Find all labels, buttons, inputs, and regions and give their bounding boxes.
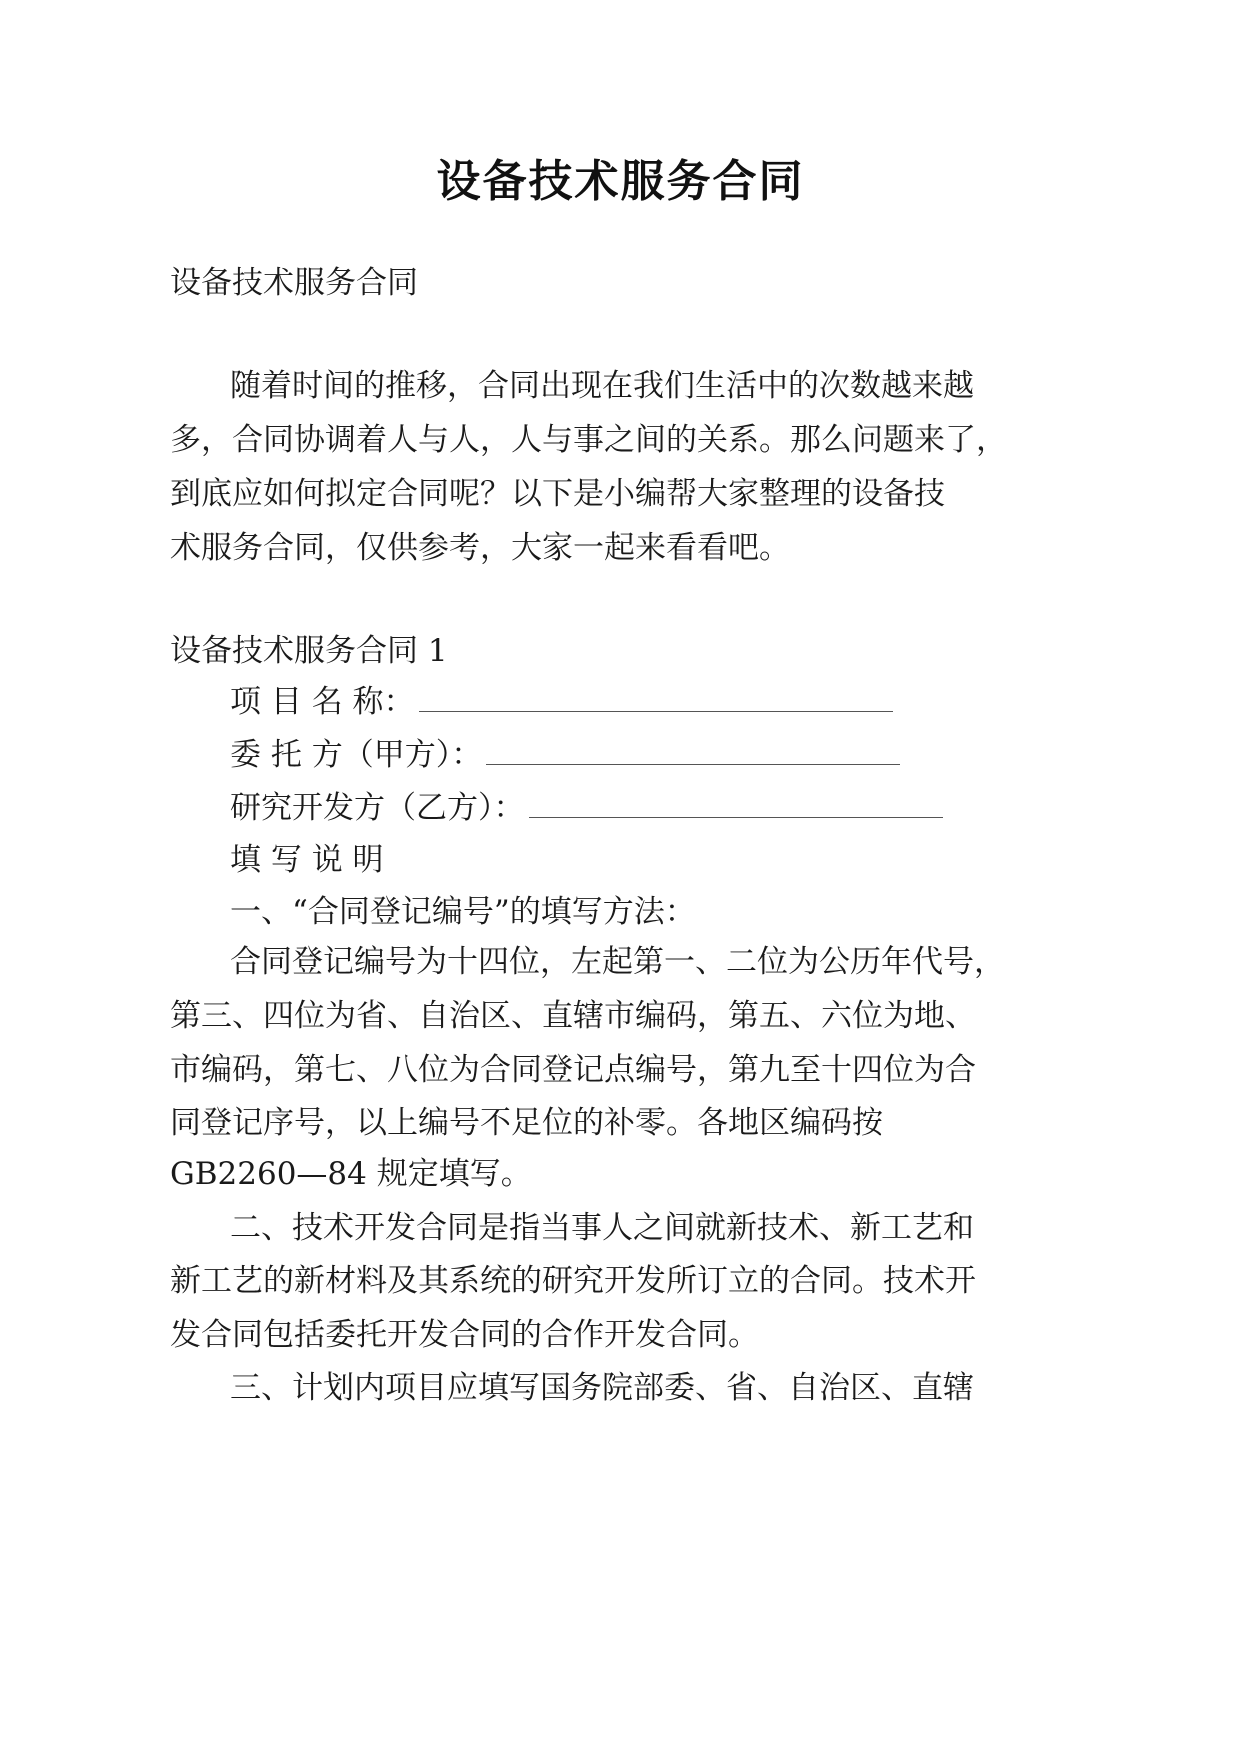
section1-line-4: 同登记序号，以上编号不足位的补零。各地区编码按 [170,1105,883,1141]
client-field [230,733,900,777]
section3-line-1: 三、计划内项目应填写国务院部委、省、自治区、直辖 [230,1370,974,1406]
section1-line-5: GB2260—84 规定填写。 [170,1156,532,1192]
project-name-field [230,680,893,724]
client-label: 委 托 方（甲方）： [230,737,483,773]
section1-line-3: 市编码，第七、八位为合同登记点编号，第九至十四位为合 [170,1052,976,1088]
client-blank [486,738,900,765]
document-title: 设备技术服务合同 [436,156,805,207]
intro-line-3: 到底应如何拟定合同呢？以下是小编帮大家整理的设备技 [170,476,945,512]
section2-line-2: 新工艺的新材料及其系统的研究开发所订立的合同。技术开 [170,1263,976,1299]
section1-line-1: 合同登记编号为十四位，左起第一、二位为公历年代号， [230,944,1005,980]
section1-heading: 一、“合同登记编号”的填写方法： [230,894,696,930]
developer-blank [529,791,943,818]
developer-label: 研究开发方（乙方）： [230,790,525,826]
project-name-blank [419,685,893,712]
intro-line-4: 术服务合同，仅供参考，大家一起来看看吧。 [170,530,790,566]
contract-heading: 设备技术服务合同 1 [170,633,448,669]
developer-field [230,786,943,830]
fill-instructions-heading: 填 写 说 明 [230,842,384,878]
section2-line-3: 发合同包括委托开发合同的合作开发合同。 [170,1317,759,1353]
section2-line-1: 二、技术开发合同是指当事人之间就新技术、新工艺和 [230,1210,974,1246]
document-subtitle: 设备技术服务合同 [170,265,418,301]
intro-line-2: 多，合同协调着人与人，人与事之间的关系。那么问题来了， [170,422,1007,458]
project-name-label: 项 目 名 称： [230,684,415,720]
intro-line-1: 随着时间的推移，合同出现在我们生活中的次数越来越 [230,368,974,404]
section1-line-2: 第三、四位为省、自治区、直辖市编码，第五、六位为地、 [170,998,976,1034]
